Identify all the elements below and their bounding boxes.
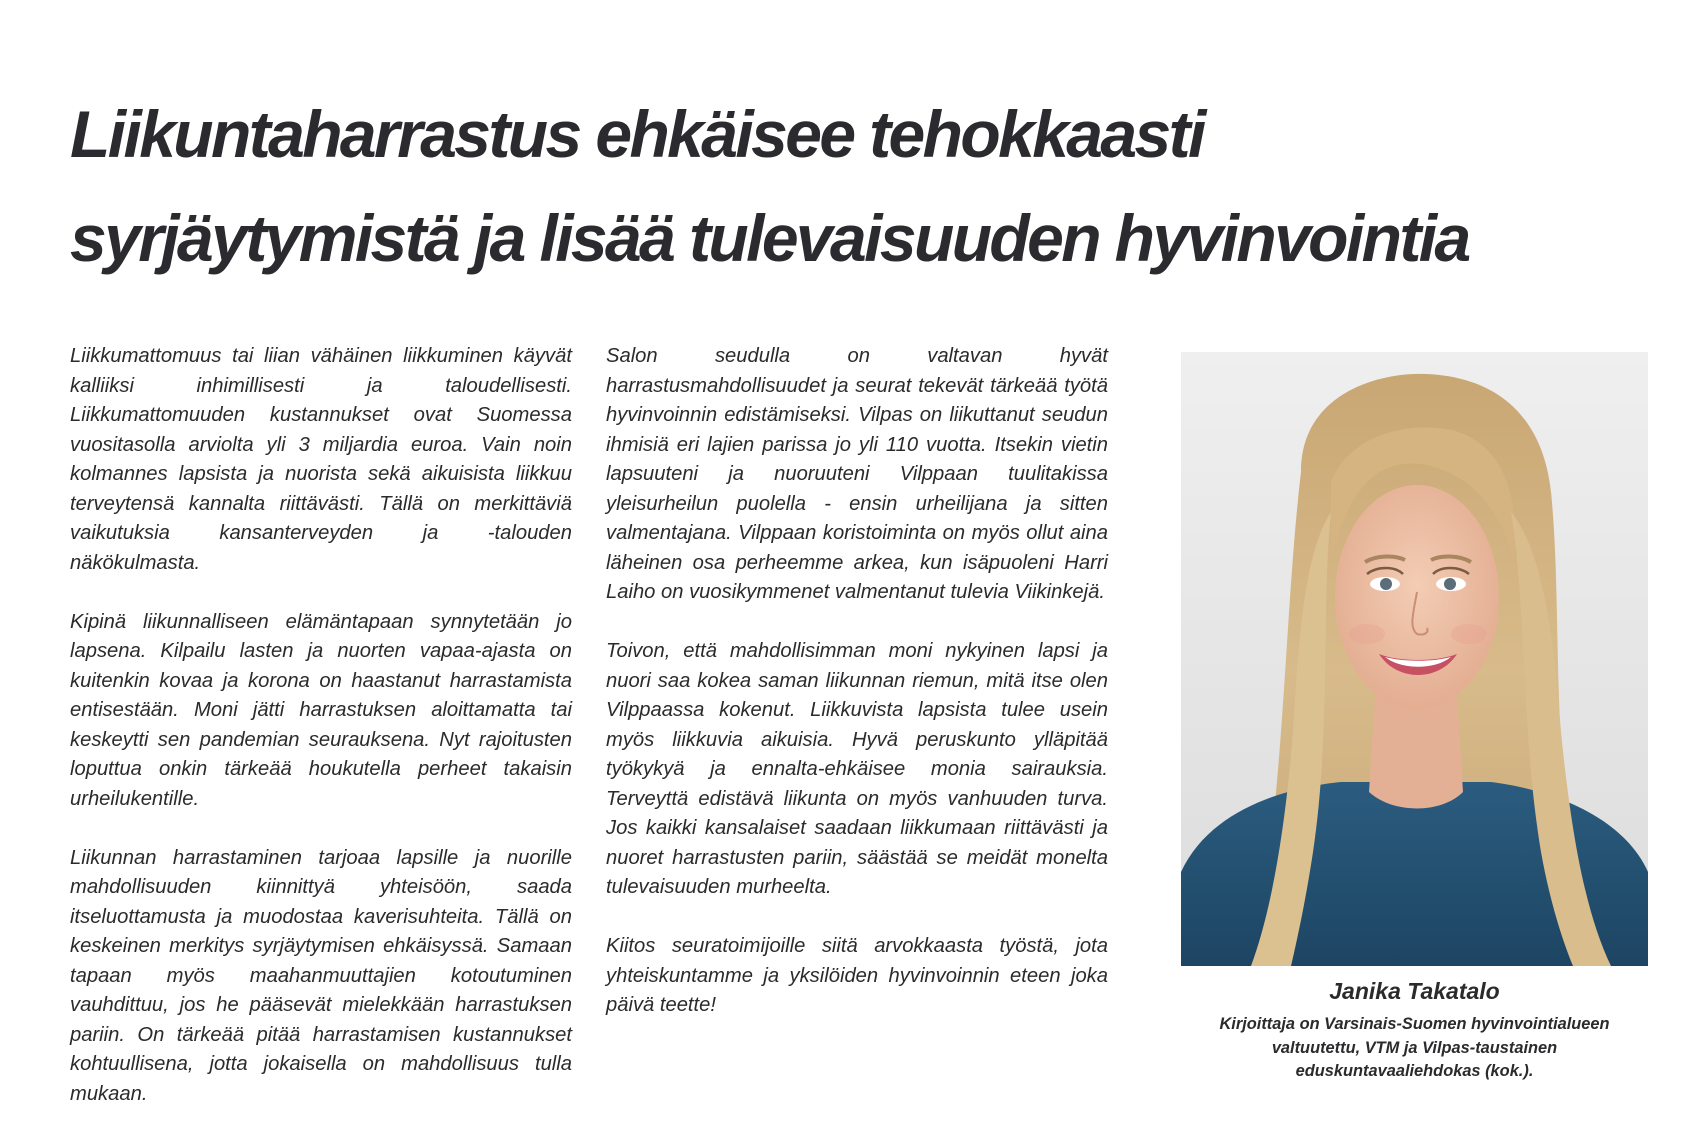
article-column-2 [606, 342, 1108, 1050]
paragraph: Liikkumattomuus tai liian vähäinen liikkuminen käyvät kalliiksi inhimillisesti ja taloudellisesti. Liikkumattomuuden kustannukset ovat Suomessa vuositasolla arviolta yli 3 miljardia euroa. Vain noin kolmannes lapsista ja nuorista sekä aikuisista liikkuu terveytensä kannalta riittävästi. Tällä on merkittäviä vaikutuksia kansanterveyden ja -talouden näkökulmasta. [70, 345, 572, 574]
author-description-line-3: eduskuntavaaliehdokas (kok.). [1295, 1062, 1534, 1080]
author-description-line-2: valtuutettu, VTM ja Vilpas-taustainen [1271, 1038, 1558, 1057]
paragraph: Liikunnan harrastaminen tarjoaa lapsille ja nuorille mahdollisuuden kiinnittyä yhteisöön, saada itseluottamusta ja muodostaa kaverisuhteita. Tällä on keskeinen merkitys syrjäytymisen ehkäisyssä. Samaan tapaan myös maahanmuuttajien kotoutuminen vauhdittuu, jos he pääsevät mielekkään harrastuksen pariin. On tärkeää pitää harrastamisen kustannukset kohtuullisena, jotta jokaisella on mahdollisuus tulla mukaan. [70, 846, 572, 1105]
paragraph: Kipinä liikunnalliseen elämäntapaan synnytetään jo lapsena. Kilpailu lasten ja nuorten vapaa-ajasta on kuitenkin kovaa ja korona on haastanut harrastamista entisestään. Moni jätti harrastuksen aloittamatta tai keskeytti sen pandemian seurauksena. Nyt rajoitusten loputtua onkin tärkeää houkutella perheet takaisin urheilukentille. [70, 610, 572, 810]
paragraph: Toivon, että mahdollisimman moni nykyinen lapsi ja nuori saa kokea saman liikunnan riemun, mitä itse olen Vilppaassa kokenut. Liikkuvista lapsista tulee usein myös liikkuvia aikuisia. Hyvä peruskunto ylläpitää työkykyä ja ennalta-ehkäisee monia sairauksia. Terveyttä edistävä liikunta on myös vanhuuden turva. Jos kaikki kansalaiset saadaan liikkumaan riittävästi ja nuoret harrastusten pariin, säästää se meidät monelta tulevaisuuden murheelta. [606, 640, 1108, 898]
paragraph: Kiitos seuratoimijoille siitä arvokkaasta työstä, jota yhteiskuntamme ja yksilöiden hyvinvoinnin eteen joka päivä teette! [606, 935, 1108, 1016]
portrait-illustration [1181, 352, 1648, 966]
headline-line-2: syrjäytymistä ja lisää tulevaisuuden hyvinvointia [70, 201, 1469, 275]
author-description-line-1: Kirjoittaja on Varsinais-Suomen hyvinvointialueen [1219, 1015, 1610, 1033]
author-portrait-photo [1181, 352, 1648, 966]
author-name: Janika Takatalo [1329, 978, 1500, 1004]
article-column-1 [70, 342, 572, 1139]
headline-line-1: Liikuntaharrastus ehkäisee tehokkaasti [70, 97, 1204, 171]
paragraph: Salon seudulla on valtavan hyvät harrastusmahdollisuudet ja seurat tekevät tärkeää työtä hyvinvoinnin edistämiseksi. Vilpas on liikuttanut seudun ihmisiä eri lajien parissa jo yli 110 vuotta. Itsekin vietin lapsuuteni ja nuoruuteni Vilppaan tuulitakissa yleisurheilun puolella - ensin urheilijana ja sitten valmentajana. Vilppaan koristoiminta on myös ollut aina läheinen osa perheemme arkea, kun isäpuoleni Harri Laiho on vuosikymmenet valmentanut tulevia Viikinkejä. [606, 345, 1108, 603]
article-headline [70, 82, 1630, 290]
author-description [1176, 1013, 1653, 1084]
